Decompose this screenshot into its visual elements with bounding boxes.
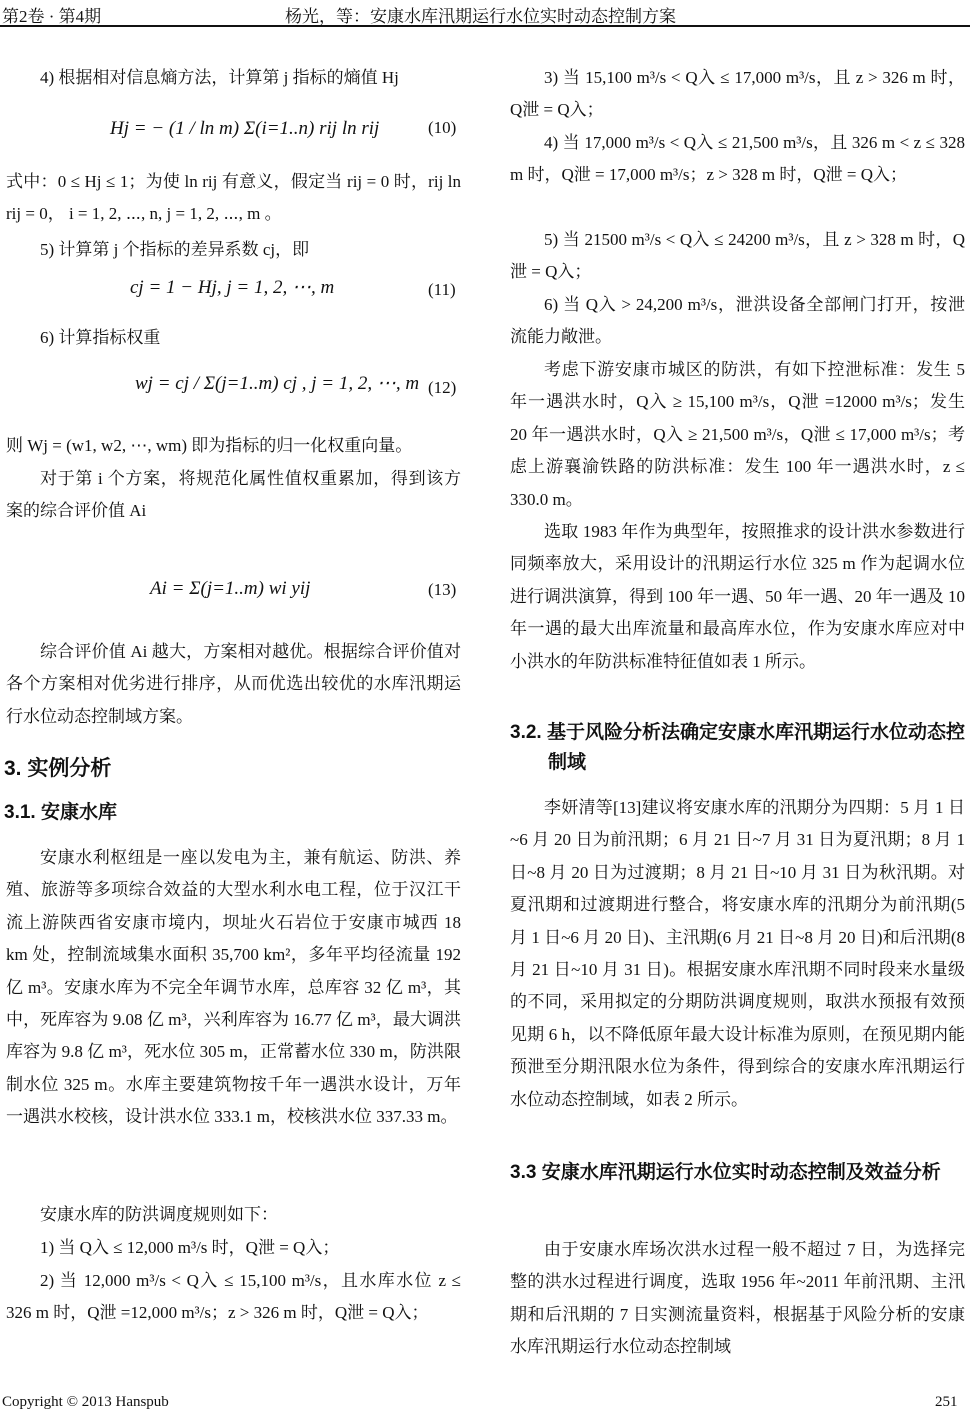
rule-1: 1) 当 Q入 ≤ 12,000 m³/s 时，Q泄 = Q入；: [40, 1238, 340, 1257]
section-3-3-heading: 3.3 安康水库汛期运行水位实时动态控制及效益分析: [510, 1162, 941, 1183]
equation-12-number: (12): [428, 378, 457, 397]
equation-10-number: (10): [428, 118, 457, 137]
scheme-evaluation-text: 对于第 i 个方案，将规范化属性值权重累加，得到该方案的综合评价值 Ai: [6, 469, 461, 521]
page-number: 251: [935, 1394, 958, 1410]
step4-text: 4) 根据相对信息熵方法，计算第 j 指标的熵值 Hj: [40, 68, 399, 87]
section-3-heading: 3. 实例分析: [4, 757, 112, 780]
equation-11: cj = 1 − Hj, j = 1, 2, ⋯, m: [130, 277, 335, 298]
step6-text: 6) 计算指标权重: [40, 328, 161, 347]
real-time-control-paragraph: 由于安康水库场次洪水过程一般不超过 7 日，为选择完整的洪水过程进行调度，选取 1956 年~2011 年前汛期、主汛期和后汛期的 7 日实测流量资料，根据基于风险分析的安康水库汛期运行水位动态控制域: [510, 1240, 965, 1357]
running-header-volume: 第2卷 · 第4期: [2, 7, 102, 26]
equation-13: Ai = Σ(j=1..m) wi yij: [150, 578, 311, 599]
flood-period-paragraph: 李妍清等[13]建议将安康水库的汛期分为四期：5 月 1 日~6 月 20 日为前汛期；6 月 21 日~7 月 31 日为夏汛期；8 月 1 日~8 月 20 日为过渡期；8 月 21 日~10 月 31 日为秋汛期。对夏汛期和过渡期进行整合，将安康水库的汛期分为前汛期(5 月 1 日~6 月 20 日)、主汛期(6 月 21 日~8 月 20 日)和后汛期(8 月 21 日~10 月 31 日)。根据安康水库汛期不同时段来水量级的不同，采用拟定的分期防洪调度规则，取洪水预报有效预见期 6 h，以不降低原年最大设计标准为原则，在预见期内能预泄至分期汛限水位为条件，得到综合的安康水库汛期运行水位动态控制域，如表 2 所示。: [510, 798, 965, 1109]
running-header-title: 杨光，等：安康水库汛期运行水位实时动态控制方案: [285, 7, 676, 26]
weight-vector-text: 则 Wj = (w1, w2, ⋯, wm) 即为指标的归一化权重向量。: [6, 436, 413, 455]
formula-note: 式中：0 ≤ Hj ≤ 1；为使 ln rij 有意义，假定当 rij = 0 时，rij ln rij = 0， i = 1, 2, ⋯, n, j = 1, 2, ⋯, m 。: [6, 172, 461, 224]
rules-intro: 安康水库的防洪调度规则如下：: [40, 1205, 278, 1224]
copyright: Copyright © 2013 Hanspub: [2, 1394, 169, 1410]
ankang-description: 安康水利枢纽是一座以发电为主，兼有航运、防洪、养殖、旅游等多项综合效益的大型水利水电工程，位于汉江干流上游陕西省安康市境内，坝址火石岩位于安康市城西 18 km 处，控制流域集水面积 35,700 km²，多年平均径流量 192 亿 m³。安康水库为不完全年调节水库，总库容 32 亿 m³，其中，死库容为 9.08 亿 m³，兴利库容为 16.77 亿 m³，最大调洪库容为 9.8 亿 m³，死水位 305 m，正常蓄水位 330 m，防洪限制水位 325 m。水库主要建筑物按千年一遇洪水设计，万年一遇洪水校核，设计洪水位 333.1 m，校核洪水位 337.33 m。: [6, 848, 461, 1127]
step5-text: 5) 计算第 j 个指标的差异系数 cj，即: [40, 240, 310, 259]
typical-year-paragraph: 选取 1983 年作为典型年，按照推求的设计洪水参数进行同频率放大，采用设计的汛期运行水位 325 m 作为起调水位进行调洪演算，得到 100 年一遇、50 年一遇、20 年一遇及 10 年一遇的最大出库流量和最高库水位，作为安康水库应对中小洪水的年防洪标准特征值如表 1 所示。: [510, 522, 965, 671]
equation-11-number: (11): [428, 280, 456, 299]
equation-13-number: (13): [428, 580, 457, 599]
section-3-1-heading: 3.1. 安康水库: [4, 802, 117, 823]
rule-3: 3) 当 15,100 m³/s < Q入 ≤ 17,000 m³/s，且 z > 326 m 时，Q泄 = Q入；: [510, 68, 965, 120]
evaluation-paragraph: 综合评价值 Ai 越大，方案相对越优。根据综合评价值对各个方案相对优劣进行排序，从而优选出较优的水库汛期运行水位动态控制域方案。: [6, 642, 461, 726]
equation-12: wj = cj / Σ(j=1..m) cj , j = 1, 2, ⋯, m: [135, 373, 420, 394]
rule-5: 5) 当 21500 m³/s < Q入 ≤ 24200 m³/s，且 z > 328 m 时，Q泄 = Q入；: [510, 230, 965, 282]
downstream-standard: 考虑下游安康市城区的防洪，有如下控泄标准：发生 5 年一遇洪水时，Q入 ≥ 15,100 m³/s，Q泄 =12000 m³/s；发生 20 年一遇洪水时，Q入 ≥ 21,500 m³/s，Q泄 ≤ 17,000 m³/s；考虑上游襄渝铁路的防洪标准：发生 100 年一遇洪水时，z ≤ 330.0 m。: [510, 360, 965, 509]
rule-2: 2) 当 12,000 m³/s < Q入 ≤ 15,100 m³/s，且水库水位 z ≤ 326 m 时，Q泄 =12,000 m³/s；z > 326 m 时，Q泄 = Q入；: [6, 1271, 461, 1323]
equation-10: Hj = − (1 / ln m) Σ(i=1..n) rij ln rij: [110, 118, 380, 139]
rule-6: 6) 当 Q入 > 24,200 m³/s，泄洪设备全部闸门打开，按泄流能力敞泄。: [510, 295, 965, 347]
section-3-2-heading: 3.2. 基于风险分析法确定安康水库汛期运行水位动态控制域: [510, 722, 965, 773]
rule-4: 4) 当 17,000 m³/s < Q入 ≤ 21,500 m³/s，且 326 m < z ≤ 328 m 时，Q泄 = 17,000 m³/s；z > 328 m 时，Q泄 = Q入；: [510, 133, 965, 185]
header-rule: [0, 25, 970, 27]
